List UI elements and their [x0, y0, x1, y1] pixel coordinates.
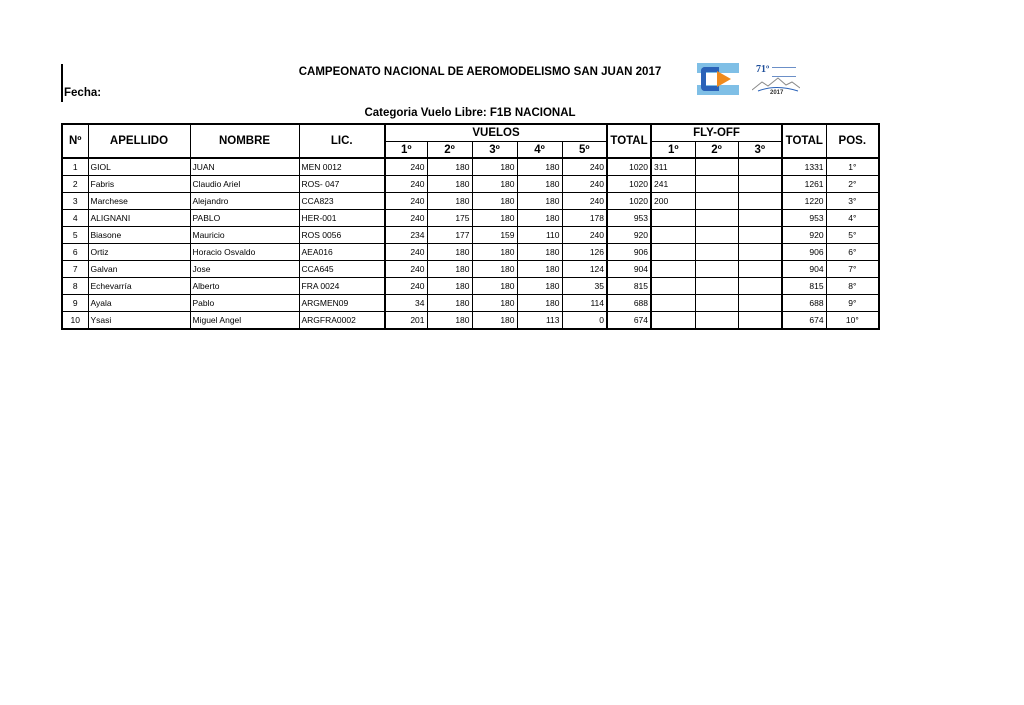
cell-vuelo-5: 240 [562, 193, 607, 210]
cell-total: 953 [607, 210, 651, 227]
cell-vuelo-1: 240 [385, 261, 427, 278]
cell-flyoff-2 [695, 176, 738, 193]
event-logo [752, 64, 800, 98]
cell-flyoff-1 [651, 278, 695, 295]
cell-flyoff-2 [695, 261, 738, 278]
cell-lic: HER-001 [299, 210, 385, 227]
cell-apellido: Fabris [88, 176, 190, 193]
cell-vuelo-3: 180 [472, 261, 517, 278]
cell-lic: ARGMEN09 [299, 295, 385, 312]
cell-flyoff-1 [651, 210, 695, 227]
cell-total: 815 [607, 278, 651, 295]
cell-vuelo-4: 180 [517, 210, 562, 227]
cell-flyoff-1: 241 [651, 176, 695, 193]
cell-vuelo-5: 240 [562, 176, 607, 193]
fecha-label: Fecha: [64, 87, 102, 99]
cell-vuelo-1: 240 [385, 210, 427, 227]
table-row [62, 227, 879, 244]
cell-vuelo-2: 180 [427, 193, 472, 210]
cell-vuelo-5: 178 [562, 210, 607, 227]
cell-vuelo-4: 180 [517, 244, 562, 261]
table-row [62, 244, 879, 261]
cell-vuelo-5: 124 [562, 261, 607, 278]
cell-vuelo-1: 240 [385, 193, 427, 210]
cell-num: 10 [62, 312, 88, 330]
cell-flyoff-3 [738, 176, 782, 193]
cell-vuelo-5: 240 [562, 158, 607, 176]
col-header-flyoff-3: 3º [738, 142, 782, 159]
cell-vuelo-4: 180 [517, 295, 562, 312]
cell-pos: 4° [826, 210, 879, 227]
cell-total: 688 [607, 295, 651, 312]
cell-flyoff-2 [695, 295, 738, 312]
cell-flyoff-3 [738, 193, 782, 210]
cell-flyoff-1 [651, 312, 695, 330]
col-header-flyoff: FLY-OFF [651, 124, 782, 142]
cell-lic: FRA 0024 [299, 278, 385, 295]
col-header-pos: POS. [826, 124, 879, 158]
col-header-vuelo-4: 4º [517, 142, 562, 159]
cell-vuelo-2: 180 [427, 176, 472, 193]
results-body [62, 158, 879, 329]
cell-flyoff-1: 200 [651, 193, 695, 210]
cell-pos: 9° [826, 295, 879, 312]
cell-apellido: Echevarría [88, 278, 190, 295]
cell-num: 1 [62, 158, 88, 176]
cell-flyoff-2 [695, 278, 738, 295]
cell-vuelo-2: 175 [427, 210, 472, 227]
cell-num: 6 [62, 244, 88, 261]
cell-vuelo-1: 240 [385, 278, 427, 295]
cell-total: 920 [607, 227, 651, 244]
cell-total-final: 1331 [782, 158, 826, 176]
table-row [62, 312, 879, 330]
cell-vuelo-4: 180 [517, 278, 562, 295]
cell-flyoff-3 [738, 227, 782, 244]
cell-apellido: Ortiz [88, 244, 190, 261]
cell-apellido: Ysasi [88, 312, 190, 330]
col-header-vuelo-2: 2º [427, 142, 472, 159]
cell-total-final: 688 [782, 295, 826, 312]
cell-vuelo-3: 180 [472, 278, 517, 295]
cell-vuelo-1: 234 [385, 227, 427, 244]
cell-vuelo-3: 180 [472, 210, 517, 227]
cell-flyoff-2 [695, 244, 738, 261]
col-header-total: TOTAL [607, 124, 651, 158]
cell-num: 2 [62, 176, 88, 193]
event-logo-year: 2017 [770, 90, 784, 96]
cell-flyoff-3 [738, 278, 782, 295]
cell-pos: 7° [826, 261, 879, 278]
event-logo-number: 71º [756, 64, 770, 75]
table-row [62, 278, 879, 295]
cell-vuelo-3: 180 [472, 176, 517, 193]
cell-vuelo-4: 180 [517, 176, 562, 193]
cell-vuelo-2: 180 [427, 158, 472, 176]
cell-vuelo-2: 180 [427, 261, 472, 278]
cell-nombre: Alberto [190, 278, 299, 295]
cell-lic: ROS- 047 [299, 176, 385, 193]
col-header-vuelo-3: 3º [472, 142, 517, 159]
cell-apellido: Galvan [88, 261, 190, 278]
cell-vuelo-3: 180 [472, 295, 517, 312]
cell-vuelo-5: 35 [562, 278, 607, 295]
cell-vuelo-1: 34 [385, 295, 427, 312]
cell-pos: 1° [826, 158, 879, 176]
cell-vuelo-2: 180 [427, 244, 472, 261]
cell-vuelo-3: 180 [472, 244, 517, 261]
cell-vuelo-1: 201 [385, 312, 427, 330]
cell-flyoff-3 [738, 261, 782, 278]
cell-lic: CCA645 [299, 261, 385, 278]
cell-apellido: GIOL [88, 158, 190, 176]
cell-pos: 6° [826, 244, 879, 261]
col-header-num: Nº [62, 124, 88, 158]
col-header-nombre: NOMBRE [190, 124, 299, 158]
cell-total: 1020 [607, 193, 651, 210]
cell-total-final: 1220 [782, 193, 826, 210]
table-row [62, 176, 879, 193]
cell-num: 9 [62, 295, 88, 312]
cell-nombre: Alejandro [190, 193, 299, 210]
cell-num: 7 [62, 261, 88, 278]
cell-total-final: 1261 [782, 176, 826, 193]
cell-total: 906 [607, 244, 651, 261]
cell-vuelo-4: 180 [517, 261, 562, 278]
cell-vuelo-2: 180 [427, 278, 472, 295]
cell-pos: 8° [826, 278, 879, 295]
cell-flyoff-2 [695, 312, 738, 330]
cell-nombre: Claudio Ariel [190, 176, 299, 193]
cell-total: 674 [607, 312, 651, 330]
cell-vuelo-5: 240 [562, 227, 607, 244]
cell-flyoff-3 [738, 158, 782, 176]
cell-pos: 3° [826, 193, 879, 210]
cell-total: 1020 [607, 176, 651, 193]
cell-vuelo-3: 180 [472, 193, 517, 210]
cell-num: 8 [62, 278, 88, 295]
cell-lic: MEN 0012 [299, 158, 385, 176]
col-header-apellido: APELLIDO [88, 124, 190, 158]
table-row [62, 295, 879, 312]
cell-lic: ARGFRA0002 [299, 312, 385, 330]
cell-apellido: ALIGNANI [88, 210, 190, 227]
cell-nombre: Miguel Angel [190, 312, 299, 330]
cell-total-final: 815 [782, 278, 826, 295]
table-row [62, 210, 879, 227]
cell-nombre: Jose [190, 261, 299, 278]
cell-flyoff-2 [695, 227, 738, 244]
cell-total-final: 674 [782, 312, 826, 330]
table-row [62, 158, 879, 176]
cell-vuelo-4: 180 [517, 193, 562, 210]
cell-total: 1020 [607, 158, 651, 176]
cell-total-final: 920 [782, 227, 826, 244]
cell-flyoff-3 [738, 210, 782, 227]
cell-vuelo-5: 114 [562, 295, 607, 312]
cell-total: 904 [607, 261, 651, 278]
cell-lic: AEA016 [299, 244, 385, 261]
cell-vuelo-2: 180 [427, 295, 472, 312]
cell-lic: ROS 0056 [299, 227, 385, 244]
cell-pos: 2° [826, 176, 879, 193]
cell-flyoff-2 [695, 158, 738, 176]
cell-flyoff-1 [651, 244, 695, 261]
cell-flyoff-1 [651, 261, 695, 278]
cell-vuelo-1: 240 [385, 244, 427, 261]
col-header-flyoff-1: 1º [651, 142, 695, 159]
col-header-vuelos: VUELOS [385, 124, 607, 142]
cell-vuelo-1: 240 [385, 158, 427, 176]
cell-flyoff-2 [695, 210, 738, 227]
category-title: Categoria Vuelo Libre: F1B NACIONAL [364, 107, 576, 119]
cell-nombre: PABLO [190, 210, 299, 227]
page-title: CAMPEONATO NACIONAL DE AEROMODELISMO SAN JUAN 2017 [298, 66, 662, 78]
cell-pos: 10° [826, 312, 879, 330]
col-header-lic: LIC. [299, 124, 385, 158]
cell-vuelo-4: 110 [517, 227, 562, 244]
cell-vuelo-2: 177 [427, 227, 472, 244]
cell-nombre: Pablo [190, 295, 299, 312]
table-row [62, 193, 879, 210]
col-header-vuelo-1: 1º [385, 142, 427, 159]
cell-flyoff-3 [738, 312, 782, 330]
cell-vuelo-4: 180 [517, 158, 562, 176]
cell-flyoff-3 [738, 295, 782, 312]
cell-vuelo-3: 180 [472, 158, 517, 176]
cell-num: 5 [62, 227, 88, 244]
cell-total-final: 953 [782, 210, 826, 227]
cell-pos: 5° [826, 227, 879, 244]
cell-nombre: JUAN [190, 158, 299, 176]
cell-nombre: Horacio Osvaldo [190, 244, 299, 261]
cell-nombre: Mauricio [190, 227, 299, 244]
cell-num: 3 [62, 193, 88, 210]
cell-apellido: Marchese [88, 193, 190, 210]
cell-total-final: 906 [782, 244, 826, 261]
cell-flyoff-1 [651, 227, 695, 244]
cell-vuelo-3: 180 [472, 312, 517, 330]
table-row [62, 261, 879, 278]
col-header-vuelo-5: 5º [562, 142, 607, 159]
flag-logo-icon [697, 63, 739, 95]
cell-flyoff-1 [651, 295, 695, 312]
cell-apellido: Ayala [88, 295, 190, 312]
cell-total-final: 904 [782, 261, 826, 278]
cell-vuelo-5: 0 [562, 312, 607, 330]
cell-apellido: Biasone [88, 227, 190, 244]
cell-flyoff-3 [738, 244, 782, 261]
cell-vuelo-5: 126 [562, 244, 607, 261]
cell-vuelo-4: 113 [517, 312, 562, 330]
cell-num: 4 [62, 210, 88, 227]
cell-vuelo-2: 180 [427, 312, 472, 330]
left-margin-rule [61, 64, 63, 102]
results-table [61, 123, 880, 330]
cell-vuelo-3: 159 [472, 227, 517, 244]
col-header-total-final: TOTAL [782, 124, 826, 158]
cell-lic: CCA823 [299, 193, 385, 210]
cell-flyoff-2 [695, 193, 738, 210]
col-header-flyoff-2: 2º [695, 142, 738, 159]
cell-vuelo-1: 240 [385, 176, 427, 193]
cell-flyoff-1: 311 [651, 158, 695, 176]
